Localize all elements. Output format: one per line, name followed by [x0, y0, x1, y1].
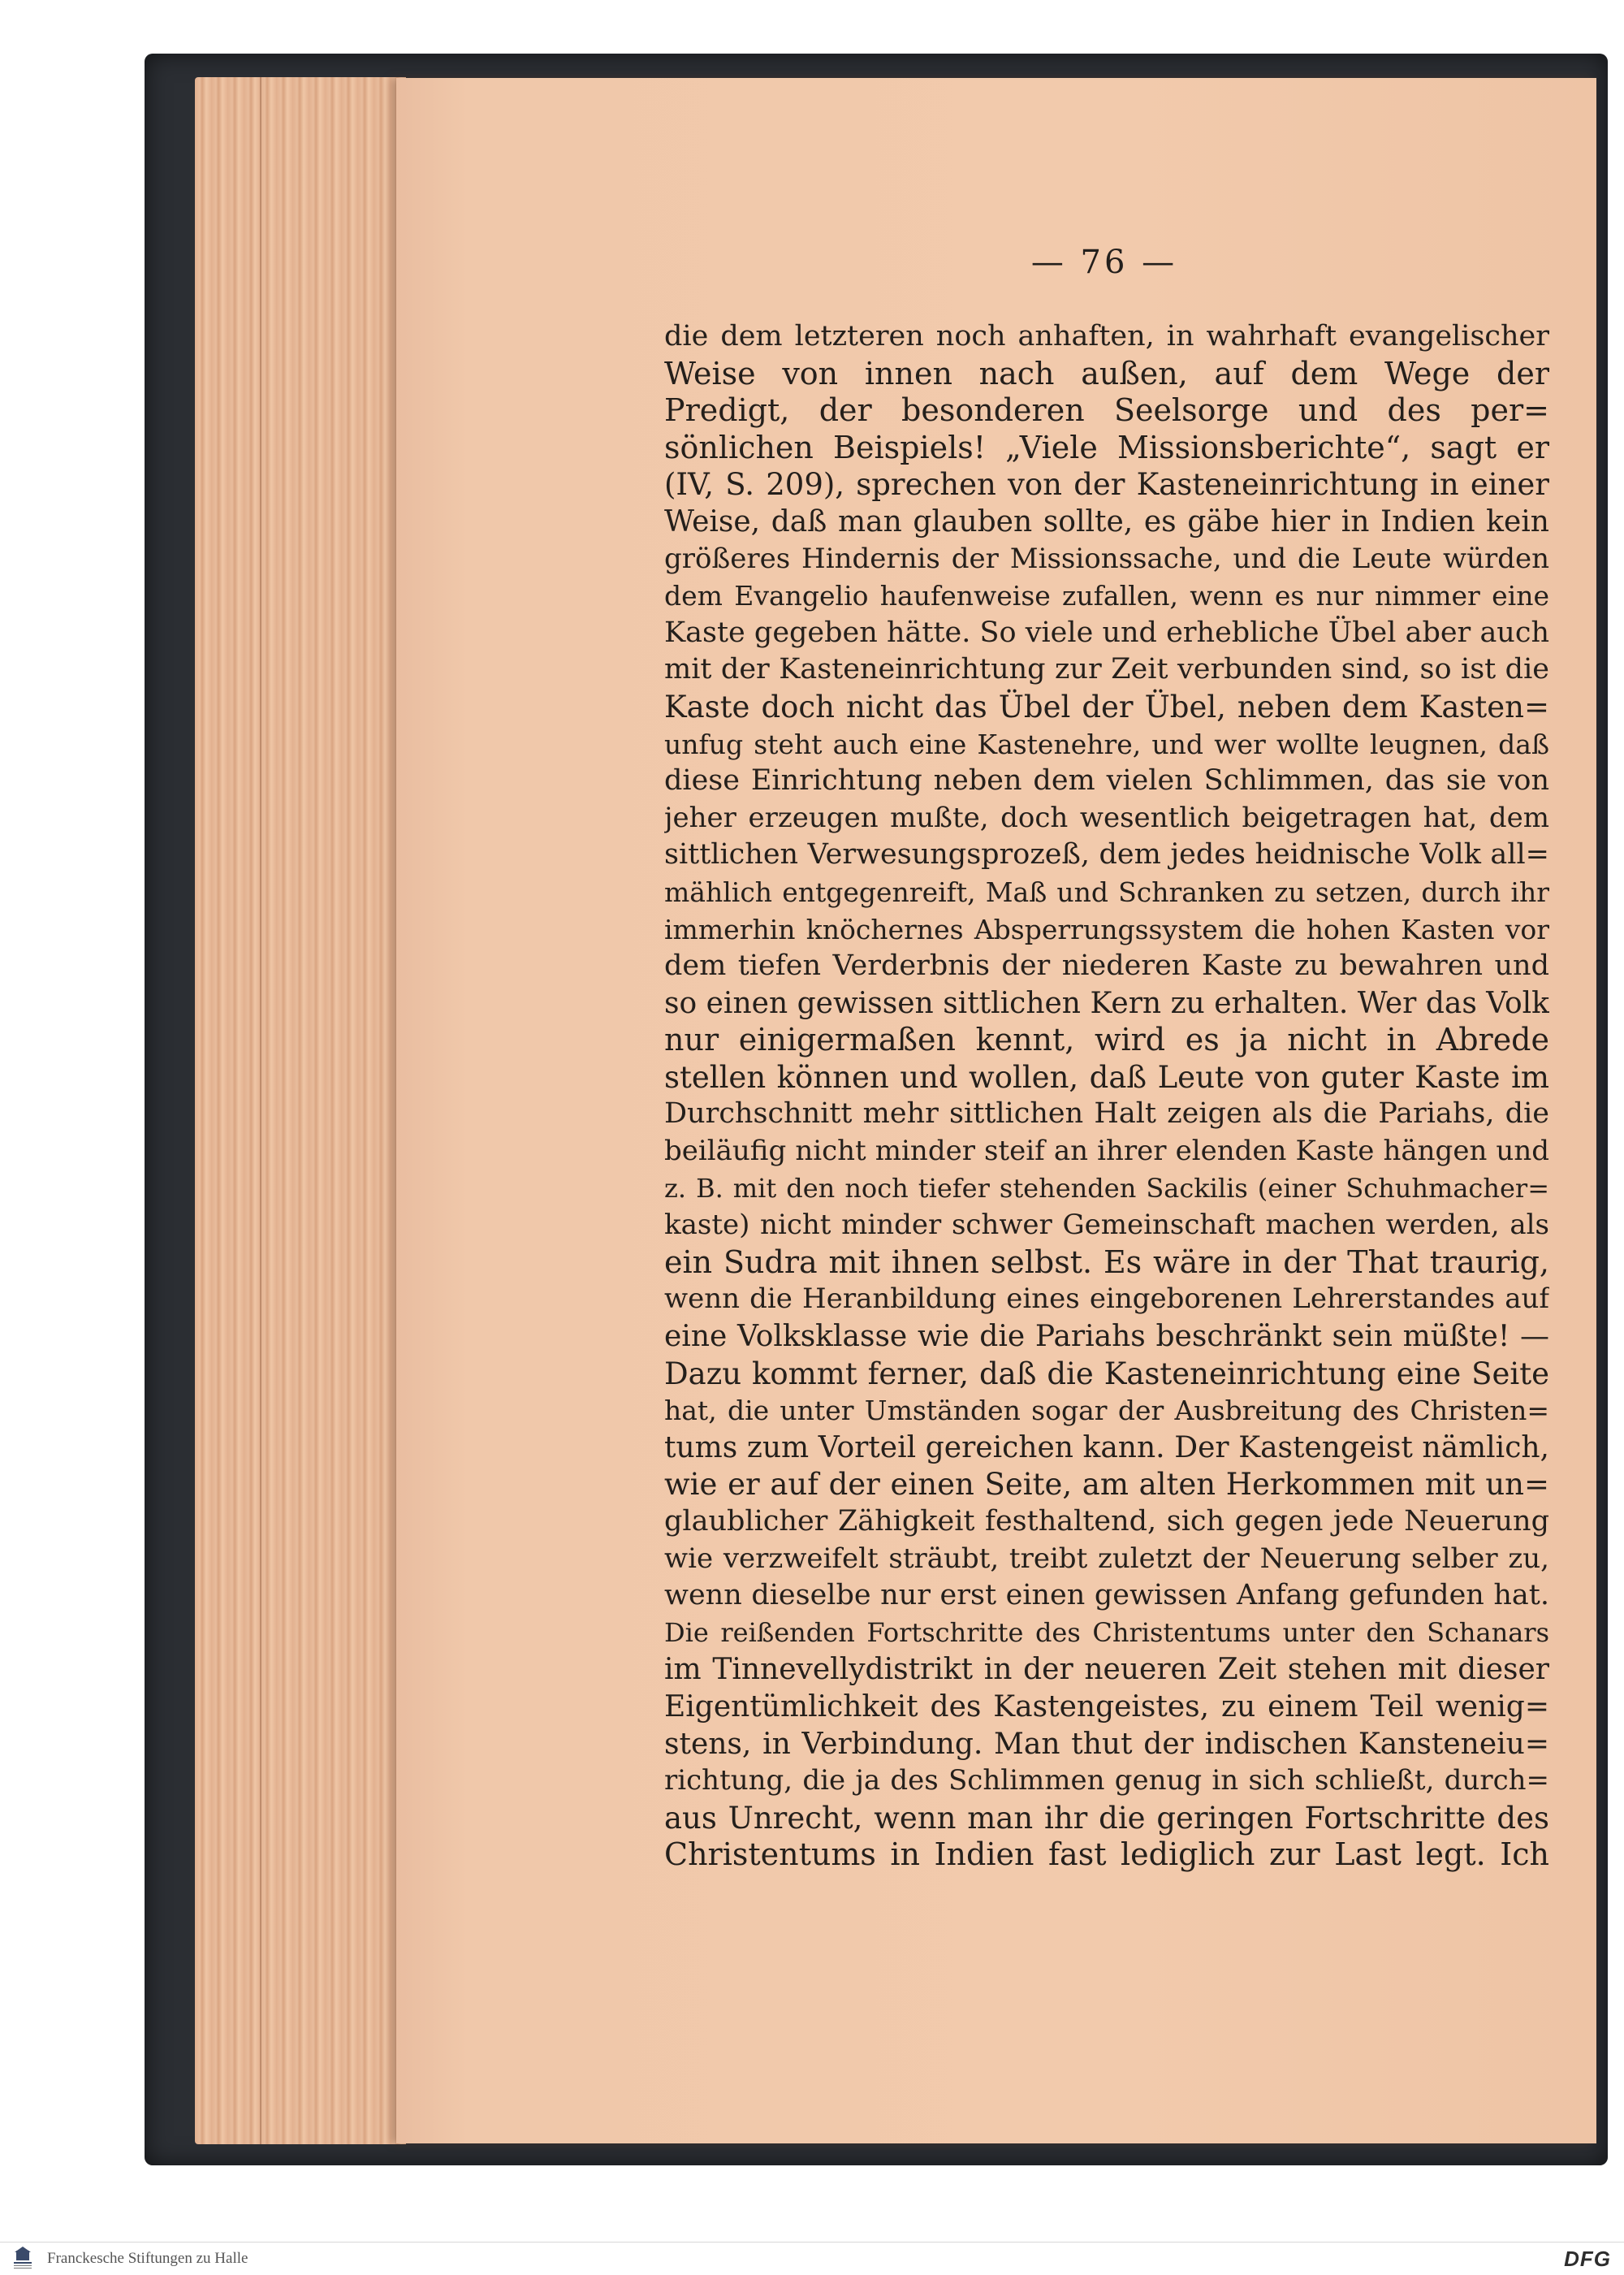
- text-line: jeher erzeugen mußte, doch wesentlich beigetragen hat, dem: [664, 801, 1549, 834]
- text-line: eine Volksklasse wie die Pariahs beschränkt sein müßte! —: [664, 1320, 1549, 1354]
- text-line: nur einigermaßen kennt, wird es ja nicht in Abrede: [664, 1022, 1549, 1058]
- text-line: Predigt, der besonderen Seelsorge und des per=: [664, 392, 1549, 429]
- text-line: Weise, daß man glauben sollte, es gäbe hier in Indien kein: [664, 504, 1549, 538]
- text-line: die dem letzteren noch anhaften, in wahrhaft evangelischer: [664, 320, 1549, 352]
- text-line: im Tinnevellydistrikt in der neueren Zeit stehen mit dieser: [664, 1653, 1549, 1687]
- text-line: wie verzweifelt sträubt, treibt zuletzt der Neuerung selber zu,: [664, 1542, 1549, 1575]
- footer-bar: [0, 2242, 1624, 2275]
- text-line: dem tiefen Verderbnis der niederen Kaste zu bewahren und: [664, 949, 1549, 983]
- text-line: unfug steht auch eine Kastenehre, und wer wollte leugnen, daß: [664, 728, 1549, 760]
- page-edges: [195, 77, 406, 2144]
- text-line: wenn die Heranbildung eines eingeborenen Lehrerstandes auf: [664, 1282, 1549, 1316]
- text-line: wie er auf der einen Seite, am alten Herkommen mit un=: [664, 1467, 1549, 1503]
- text-line: ein Sudra mit ihnen selbst. Es wäre in der That traurig,: [664, 1243, 1549, 1280]
- text-line: dem Evangelio haufenweise zufallen, wenn es nur nimmer eine: [664, 580, 1549, 612]
- text-line: Durchschnitt mehr sittlichen Halt zeigen als die Pariahs, die: [664, 1097, 1549, 1131]
- text-line: kaste) nicht minder schwer Gemeinschaft machen werden, als: [664, 1209, 1549, 1242]
- text-line: Dazu kommt ferner, daß die Kasteneinrichtung eine Seite: [664, 1356, 1549, 1391]
- text-line: tums zum Vorteil gereichen kann. Der Kastengeist nämlich,: [664, 1430, 1549, 1464]
- text-line: aus Unrecht, wenn man ihr die geringen Fortschritte des: [664, 1800, 1549, 1836]
- text-line: mählich entgegenreift, Maß und Schranken zu setzen, durch ihr: [664, 876, 1549, 908]
- text-line: diese Einrichtung neben dem vielen Schlimmen, das sie von: [664, 764, 1549, 798]
- text-line: hat, die unter Umständen sogar der Ausbreitung des Christen=: [664, 1395, 1549, 1427]
- text-line: wenn dieselbe nur erst einen gewissen Anfang gefunden hat.: [664, 1579, 1549, 1612]
- text-line: Die reißenden Fortschritte des Christentums unter den Schanars: [664, 1616, 1549, 1648]
- footer-institution-name: Franckesche Stiftungen zu Halle: [47, 2250, 248, 2267]
- text-line: Christentums in Indien fast lediglich zur Last legt. Ich: [664, 1836, 1549, 1873]
- text-line: größeres Hindernis der Missionssache, und die Leute würden: [664, 542, 1549, 575]
- page-number: — 76 —: [1030, 244, 1178, 281]
- text-line: glaublicher Zähigkeit festhaltend, sich gegen jede Neuerung: [664, 1505, 1549, 1538]
- text-line: Weise von innen nach außen, auf dem Wege der: [664, 355, 1549, 391]
- text-line: so einen gewissen sittlichen Kern zu erhalten. Wer das Volk: [664, 986, 1549, 1020]
- text-line: richtung, die ja des Schlimmen genug in sich schließt, durch=: [664, 1764, 1549, 1797]
- text-line: sönlichen Beispiels! „Viele Missionsberichte“, sagt er: [664, 429, 1549, 465]
- text-line: Kaste gegeben hätte. So viele und erhebliche Übel aber auch: [664, 616, 1549, 649]
- text-line: z. B. mit den noch tiefer stehenden Sackilis (einer Schuhmacher=: [664, 1172, 1549, 1204]
- text-line: beiläufig nicht minder steif an ihrer elenden Kaste hängen und: [664, 1135, 1549, 1168]
- text-line: stens, in Verbindung. Man thut der indischen Kansteneiu=: [664, 1727, 1549, 1761]
- text-line: (IV, S. 209), sprechen von der Kasteneinrichtung in einer: [664, 467, 1549, 503]
- text-line: Eigentümlichkeit des Kastengeistes, zu einem Teil wenig=: [664, 1689, 1549, 1724]
- text-line: stellen können und wollen, daß Leute von guter Kaste im: [664, 1059, 1549, 1095]
- text-line: immerhin knöchernes Absperrungssystem die hohen Kasten vor: [664, 913, 1549, 945]
- text-line: Kaste doch nicht das Übel der Übel, neben dem Kasten=: [664, 689, 1549, 724]
- body-text: [664, 318, 1549, 1874]
- dfg-logo: DFG: [1564, 2247, 1611, 2271]
- text-line: mit der Kasteneinrichtung zur Zeit verbunden sind, so ist die: [664, 653, 1549, 686]
- text-line: sittlichen Verwesungsprozeß, dem jedes heidnische Volk all=: [664, 838, 1549, 872]
- foundation-logo-icon: [11, 2246, 34, 2272]
